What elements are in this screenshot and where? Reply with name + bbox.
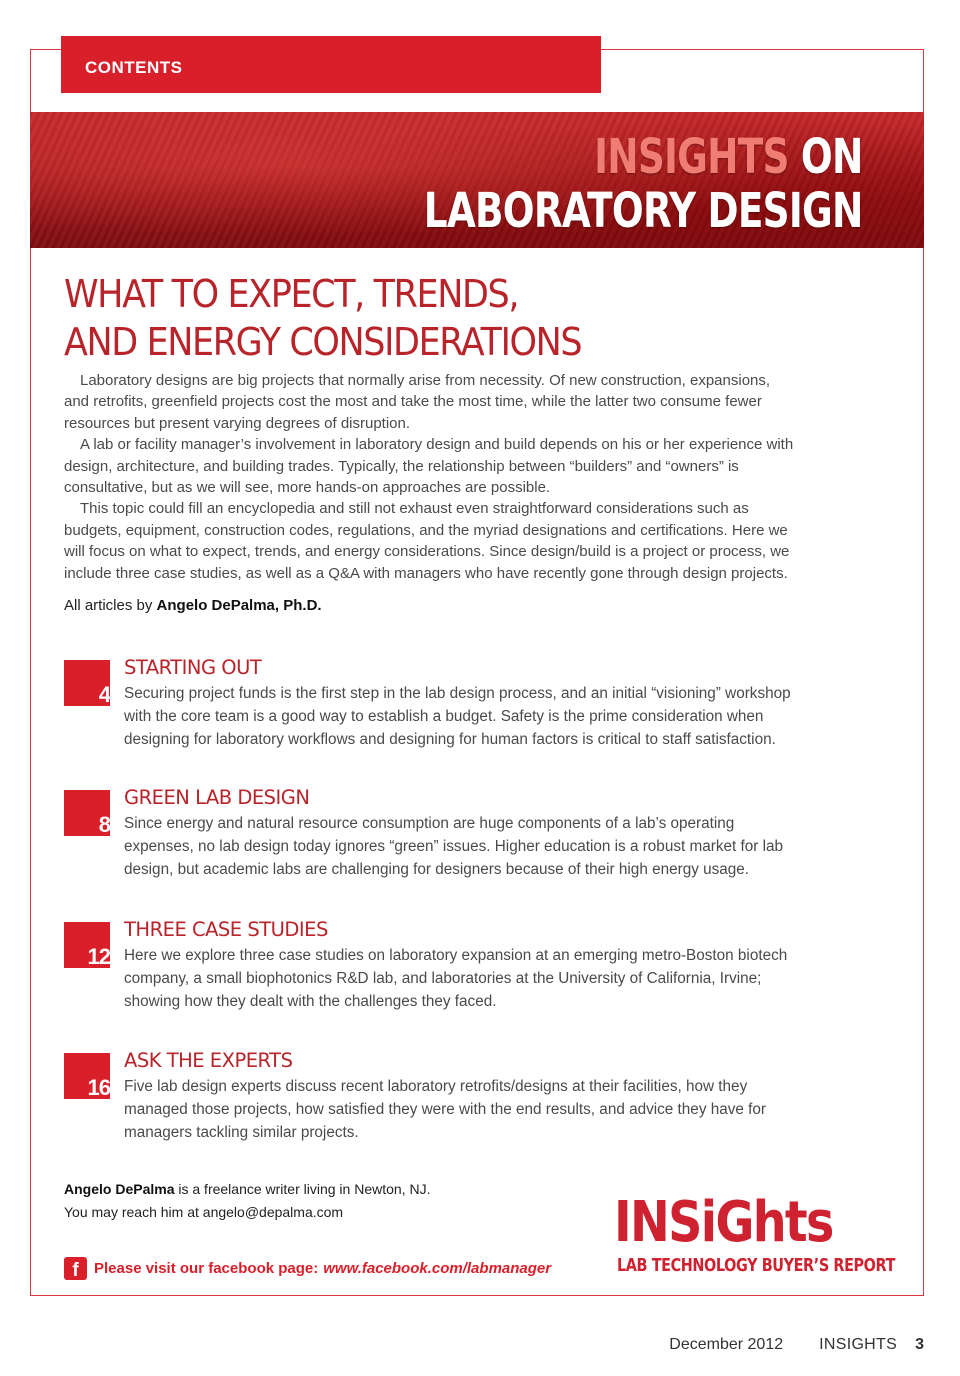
logo-wordmark: INSiGhts bbox=[614, 1190, 833, 1255]
footer-magazine: INSIGHTS bbox=[819, 1336, 898, 1353]
byline bbox=[64, 597, 322, 614]
author-name: Angelo DePalma bbox=[64, 1181, 175, 1197]
banner-title-highlight: INSIGHTS bbox=[593, 129, 789, 185]
toc-description: Since energy and natural resource consumption are huge components of a lab’s operating expenses, no lab design today ignores “green” issues. Higher education is a robust market for lab design, but academic labs are challenging for designers because of their high energy usage. bbox=[124, 815, 783, 879]
section-tab-label: CONTENTS bbox=[85, 58, 183, 77]
header-banner bbox=[30, 112, 924, 248]
footer-page-number: 3 bbox=[915, 1336, 924, 1353]
toc-title: STARTING OUT bbox=[124, 656, 262, 679]
toc-page-number: 12 bbox=[64, 922, 110, 968]
headline-line-2: AND ENERGY CONSIDERATIONS bbox=[64, 320, 582, 364]
toc-title: THREE CASE STUDIES bbox=[124, 918, 328, 941]
toc-page-number: 4 bbox=[64, 660, 110, 706]
author-contact: You may reach him at angelo@depalma.com bbox=[64, 1204, 344, 1220]
insights-logo bbox=[614, 1188, 895, 1284]
author-bio: is a freelance writer living in Newton, NJ. bbox=[178, 1181, 431, 1197]
intro-paragraph: Laboratory designs are big projects that normally arise from necessity. Of new construction, expansions, and retrofits, greenfield projects cost the most and take the most time, while the latter two consume fewer resources but present varying degrees of disruption. bbox=[64, 372, 771, 432]
intro-paragraph: This topic could fill an encyclopedia and still not exhaust even straightforward considerations such as budgets, equipment, construction codes, regulations, and the myriad designations and certifications. Here we will focus on what to expect, trends, and energy considerations. Since design/build is a project or process, we include three case studies, as well as a Q&A with managers who have recently gone through design projects. bbox=[64, 500, 790, 582]
section-tab bbox=[61, 36, 601, 93]
facebook-icon: f bbox=[64, 1257, 87, 1280]
toc-description: Five lab design experts discuss recent laboratory retrofits/designs at their facilities, how they managed those projects, how satisfied they were with the end results, and advice they have for managers tackling similar projects. bbox=[124, 1078, 766, 1142]
author-note bbox=[64, 1178, 430, 1224]
page-footer bbox=[669, 1336, 924, 1354]
banner-title-line2: LABORATORY DESIGN bbox=[423, 183, 862, 239]
footer-date: December 2012 bbox=[669, 1336, 784, 1353]
logo-tagline: LAB TECHNOLOGY BUYER’S REPORT bbox=[617, 1255, 895, 1276]
toc-description: Here we explore three case studies on laboratory expansion at an emerging metro-Boston biotech company, a small biophotonics R&D lab, and laboratories at the University of California, Irvine; showing how they dealt with the challenges they faced. bbox=[124, 947, 788, 1011]
intro-paragraph: A lab or facility manager’s involvement in laboratory design and build depends on his or her experience with design, architecture, and building trades. Typically, the relationship between “builders” and “owners” is consultative, but as we will see, more hands-on approaches are possible. bbox=[64, 436, 794, 497]
toc-page-number: 8 bbox=[64, 790, 110, 836]
toc-title: GREEN LAB DESIGN bbox=[124, 786, 310, 809]
facebook-label: Please visit our facebook page: bbox=[94, 1260, 319, 1277]
headline-line-1: WHAT TO EXPECT, TRENDS, bbox=[64, 272, 519, 316]
toc-title: ASK THE EXPERTS bbox=[124, 1049, 293, 1072]
byline-prefix: All articles by bbox=[64, 597, 153, 614]
facebook-callout bbox=[64, 1257, 551, 1280]
byline-author: Angelo DePalma, Ph.D. bbox=[156, 597, 322, 614]
toc-description: Securing project funds is the first step in the lab design process, and an initial “visioning” workshop with the core team is a good way to establish a budget. Safety is the prime consideration when designing for laboratory workflows and designing for human factors is critical to staff satisfaction. bbox=[124, 685, 791, 749]
facebook-link[interactable]: www.facebook.com/labmanager bbox=[323, 1260, 552, 1277]
toc-page-number: 16 bbox=[64, 1053, 110, 1099]
intro-text bbox=[64, 370, 799, 584]
banner-title-on: ON bbox=[800, 129, 862, 185]
banner-title bbox=[423, 130, 862, 238]
article-headline bbox=[64, 270, 800, 366]
